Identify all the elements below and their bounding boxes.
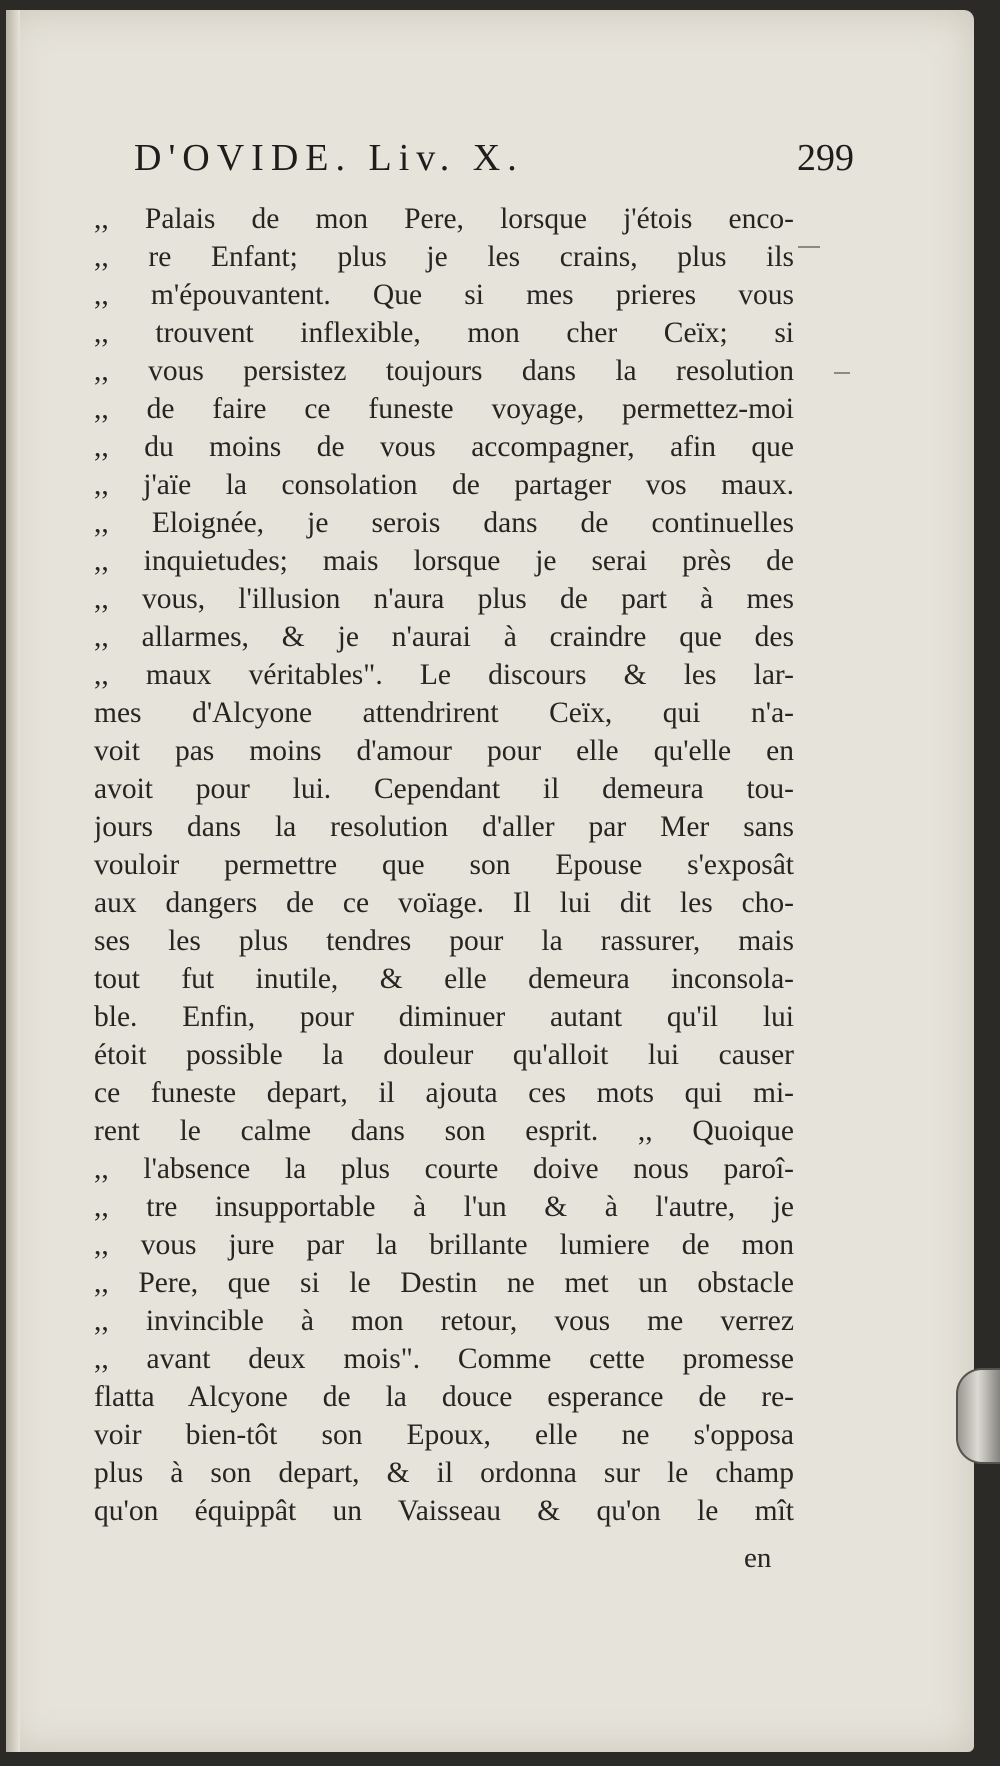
text-line: ble. Enfin, pour diminuer autant qu'il lui [94,1001,794,1033]
text-line: aux dangers de ce voïage. Il lui dit les cho- [94,887,794,919]
text-line: ,, Eloignée, je serois dans de continuelles [94,507,794,539]
page-header [134,136,854,186]
text-line: ,, m'épouvantent. Que si mes prieres vous [94,279,794,311]
text-line: ,, Palais de mon Pere, lorsque j'étois enco- [94,203,794,235]
text-line: qu'on équippât un Vaisseau & qu'on le mît [94,1495,794,1527]
text-line: ,, allarmes, & je n'aurai à craindre que des [94,621,794,653]
text-line: ,, du moins de vous accompagner, afin que [94,431,794,463]
page-clip [956,1368,1000,1464]
text-line: ce funeste depart, il ajouta ces mots qui mi- [94,1077,794,1109]
margin-mark [834,372,850,374]
text-line: vouloir permettre que son Epouse s'exposât [94,849,794,881]
book-page [6,10,974,1752]
text-line: mes d'Alcyone attendrirent Ceïx, qui n'a- [94,697,794,729]
text-line: ,, re Enfant; plus je les crains, plus ils [94,241,794,273]
text-line: ,, Pere, que si le Destin ne met un obstacle [94,1267,794,1299]
text-line: ,, maux véritables". Le discours & les lar- [94,659,794,691]
text-line: voir bien-tôt son Epoux, elle ne s'opposa [94,1419,794,1451]
text-line: voit pas moins d'amour pour elle qu'elle en [94,735,794,767]
body-text [94,200,794,1530]
text-line: étoit possible la douleur qu'alloit lui causer [94,1039,794,1071]
text-line: ,, trouvent inflexible, mon cher Ceïx; si [94,317,794,349]
text-line: ,, j'aïe la consolation de partager vos maux. [94,469,794,501]
text-line: ,, de faire ce funeste voyage, permettez-moi [94,393,794,425]
text-line: ,, avant deux mois". Comme cette promesse [94,1343,794,1375]
text-line: tout fut inutile, & elle demeura inconsola- [94,963,794,995]
text-line: avoit pour lui. Cependant il demeura tou- [94,773,794,805]
page-binding-shadow [6,10,20,1752]
text-line: flatta Alcyone de la douce esperance de re- [94,1381,794,1413]
text-line: ses les plus tendres pour la rassurer, mais [94,925,794,957]
text-line: plus à son depart, & il ordonna sur le champ [94,1457,794,1489]
text-line: ,, inquietudes; mais lorsque je serai près de [94,545,794,577]
text-line: jours dans la resolution d'aller par Mer sans [94,811,794,843]
page-number: 299 [797,137,854,179]
text-line: ,, tre insupportable à l'un & à l'autre, je [94,1191,794,1223]
margin-mark [798,246,820,248]
text-line: ,, l'absence la plus courte doive nous paroî- [94,1153,794,1185]
catchword: en [744,1542,772,1574]
text-line: rent le calme dans son esprit. ,, Quoique [94,1115,794,1147]
text-line: ,, vous persistez toujours dans la resolution [94,355,794,387]
text-line: ,, vous jure par la brillante lumiere de mon [94,1229,794,1261]
text-line: ,, invincible à mon retour, vous me verrez [94,1305,794,1337]
running-head: D'OVIDE. Liv. X. [134,137,524,179]
text-line: ,, vous, l'illusion n'aura plus de part à mes [94,583,794,615]
